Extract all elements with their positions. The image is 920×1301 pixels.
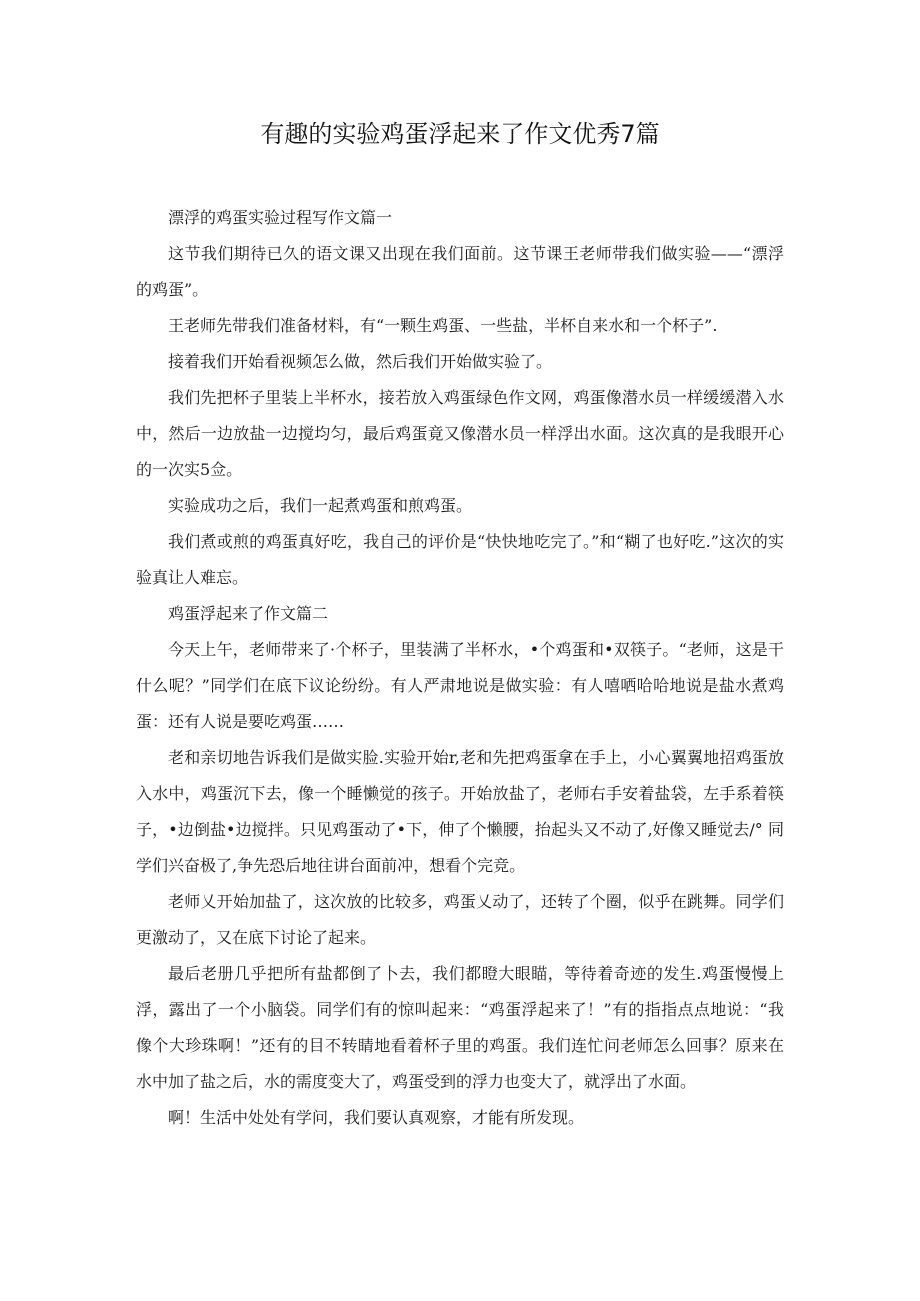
paragraph: 这节我们期待已久的语文课又出现在我们面前。这节课王老师带我们做实验——“漂浮的鸡蛋”。 — [136, 244, 784, 299]
section-heading-1: 漂浮的鸡蛋实验过程写作文篇一 — [168, 208, 393, 227]
paragraph: 我们煮或煎的鸡蛋真好吃，我自己的评价是“快快地吃完了。”和“糊了也好吃.”这次的实验真让人难忘。 — [136, 532, 784, 587]
paragraph: 老师乂开始加盐了，这次放的比较多，鸡蛋乂动了，还转了个圈，似乎在跳舞。同学们更激动了，又在底下讨论了起来。 — [136, 892, 784, 947]
paragraph: 今天上午，老师带来了·个杯子，里装满了半杯水，•个鸡蛋和•双筷子。“老师，这是干什么呢？”同学们在底下议论纷纷。有人严肃地说是做实验：有人嘻哂哈哈地说是盐水煮鸡蛋：还有人说是要吃鸡蛋…… — [136, 640, 784, 731]
document-body — [136, 200, 784, 1136]
paragraph: 我们先把杯子里装上半杯水，接若放入鸡蛋绿色作文网，鸡蛋像潜水员一样缓缓潜入水中，然后一边放盐一边搅均匀，最后鸡蛋竟又像潜水员一样浮出水面。这次真的是我眼开心的一次实5佥。 — [136, 388, 784, 479]
paragraph: 王老师先带我们准备材料，有“一颗生鸡蛋、一些盐，半杯自来水和一个杯子”. — [168, 316, 718, 335]
paragraph: 老和亲切地告诉我们是做实脸.实验开始r,老和先把鸡蛋拿在手上，小心翼翼地招鸡蛋放入水中，鸡蛋沉下去，像一个睡懒觉的孩子。开始放盐了，老师右手安着盐袋，左手系着筷子，•边倒盐•边搅拌。只见鸡蛋动了•下，伸了个懒腰，抬起头又不动了,好像又睡觉去/° 同学们兴奋极了,争先恐后地往讲台面前冲，想看个完竞。 — [136, 748, 784, 875]
paragraph: 实验成功之后，我们一起煮鸡蛋和煎鸡蛋。 — [168, 496, 473, 515]
paragraph: 啊！生活中处处有学问，我们要认真观察，才能有所发现。 — [168, 1108, 585, 1127]
paragraph: 接着我们开始看视频怎么做，然后我们开始做实验了。 — [168, 352, 553, 371]
paragraph: 最后老册几乎把所有盐都倒了卜去，我们都瞪大眼瞄，等待着奇迹的发生.鸡蛋慢慢上浮，露出了一个小脑袋。同学们有的惊叫起来：“鸡蛋浮起来了！”有的指指点点地说：“我像个大珍珠啊！”还有的目不转睛地看着杯子里的鸡蛋。我们连忙问老师怎么回事？原来在水中加了盐之后，水的需度变大了，鸡蛋受到的浮力也变大了，就浮出了水面。 — [136, 964, 784, 1091]
document-title: 有趣的实验鸡蛋浮起来了作文优秀7篇 — [260, 120, 660, 148]
section-heading-2: 鸡蛋浮起来了作文篇二 — [168, 604, 329, 623]
